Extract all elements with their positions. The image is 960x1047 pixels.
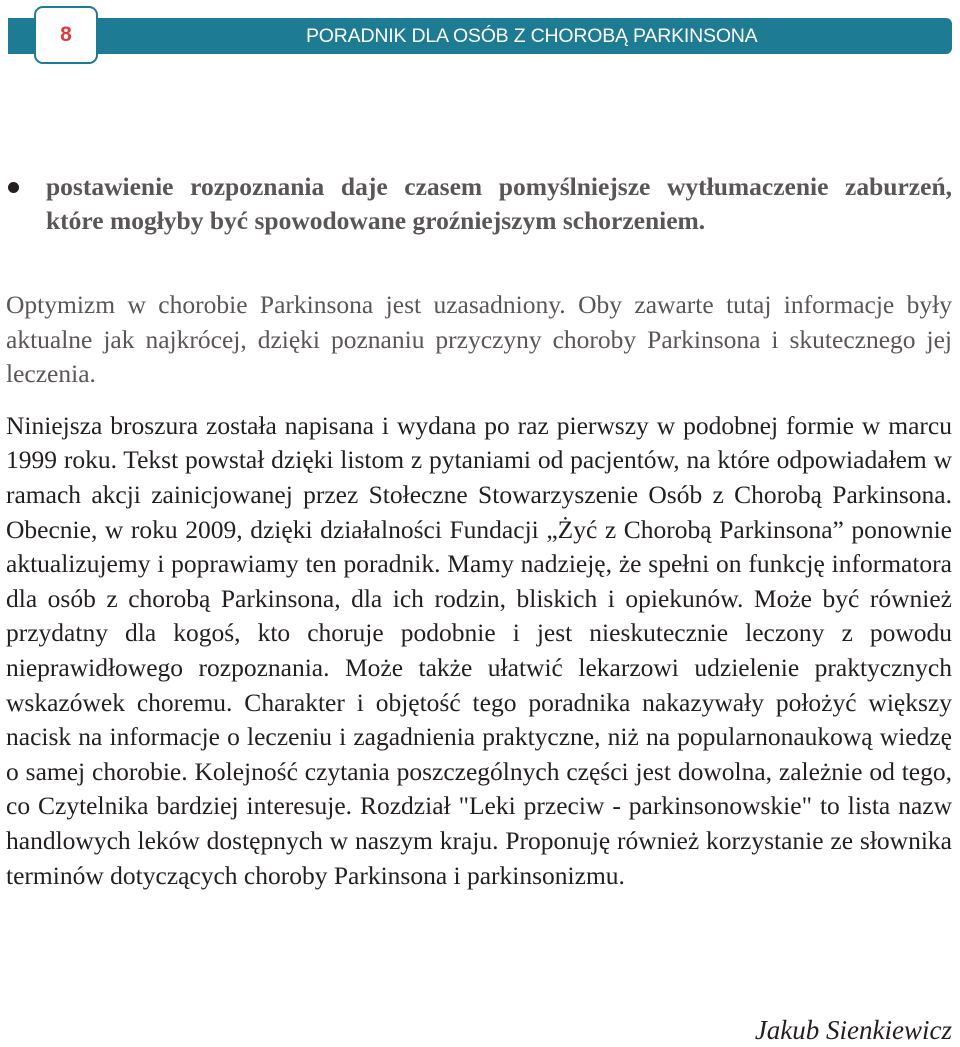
paragraph-about-brochure: Niniejsza broszura została napisana i wydana po raz pierwszy w podobnej formie w marcu 1999 roku. Tekst powstał dzięki listom z pytaniami od pacjentów, na które odpowiadałem w ramach akcji zainicjowanej przez Stołeczne Stowarzyszenie Osób z Chorobą Parkinsona. Obecnie, w roku 2009, dzięki działalności Fundacji „Żyć z Chorobą Parkinsona” ponownie aktualizujemy i poprawiamy ten poradnik. Mamy nadzieję, że spełni on funkcję informatora dla osób z chorobą Parkinsona, dla ich rodzin, bliskich i opiekunów. Może być również przydatny dla kogoś, kto choruje podobnie i jest nieskutecznie leczony z powodu nieprawidłowego rozpoznania. Może także ułatwić lekarzowi udzielenie praktycznych wskazówek choremu. Charakter i objętość tego poradnika nakazywały położyć większy nacisk na informacje o leczeniu i zagadnienia praktyczne, niż na popularnonaukową wiedzę o samej chorobie. Kolejność czytania poszczególnych części jest dowolna, zależnie od tego, co Czytelnika bardziej interesuje. Rozdział "Leki przeciw - parkinsonowskie" to lista nazw handlowych leków dostępnych w naszym kraju. Proponuję również korzystanie ze słownika terminów dotyczących choroby Parkinsona i parkinsonizmu. (6, 410, 952, 890)
bullet-list-item (6, 170, 952, 238)
body-text (6, 288, 952, 893)
paragraph-optimism: Optymizm w chorobie Parkinsona jest uzasadniony. Oby zawarte tutaj informacje były aktualne jak najkrócej, dzięki poznaniu przyczyny choroby Parkinsona i skutecznego jej leczenia. (6, 290, 952, 389)
bullet-text: postawienie rozpoznania daje czasem pomyślniejsze wytłumaczenie zaburzeń, które mogłyby być spowodowane groźniejszym schorzeniem. (46, 172, 952, 235)
bullet-icon (8, 182, 19, 193)
author-signature: Jakub Sienkiewicz (754, 1015, 952, 1045)
page-number: 8 (34, 6, 98, 64)
running-header-title: PORADNIK DLA OSÓB Z CHOROBĄ PARKINSONA (306, 25, 758, 47)
